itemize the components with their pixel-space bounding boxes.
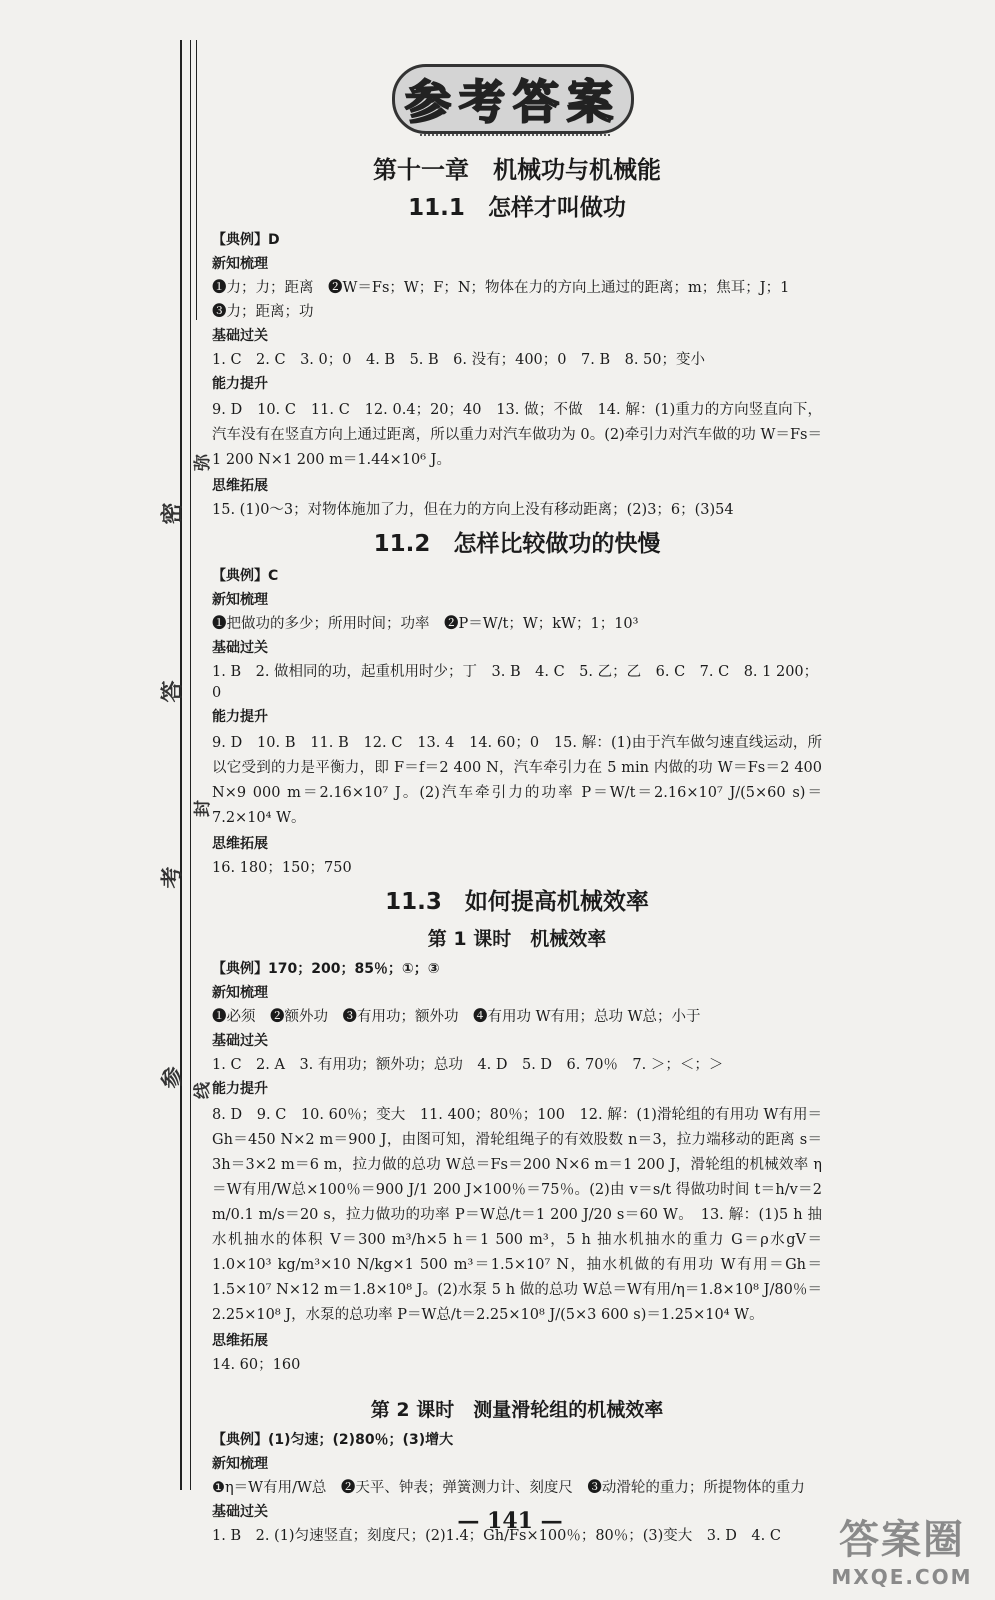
watermark-text: 答案圈: [839, 1517, 965, 1563]
heading-jichu: 基础过关: [212, 1033, 268, 1049]
answer-line: 1. B 2. 做相同的功，起重机用时少；丁 3. B 4. C 5. 乙；乙 6. C 7. C 8. 1 200；0: [212, 664, 819, 701]
answer-line: 1. B 2. (1)匀速竖直；刻度尺；(2)1.4；Gh/Fs×100％；80％；(3)变大 3. D 4. C: [212, 1528, 781, 1544]
heading-nengli: 能力提升: [212, 376, 268, 392]
chapter-title: 第十一章 机械功与机械能: [373, 156, 661, 184]
section-title: 11.1 怎样才叫做功: [408, 195, 626, 221]
binding-line-inner-2: [196, 40, 197, 320]
section-title: 11.3 如何提高机械效率: [385, 889, 649, 915]
binding-line-inner: [190, 40, 191, 1490]
heading-siwei: 思维拓展: [212, 478, 268, 494]
example-answer: 【典例】D: [212, 232, 280, 248]
heading-nengli: 能力提升: [212, 1081, 268, 1097]
heading-xinzhi: 新知梳理: [212, 1456, 268, 1472]
binding-char: 考: [159, 866, 186, 889]
answer-line: ❸力；距离；功: [212, 304, 314, 320]
answer-line: ❶把做功的多少；所用时间；功率 ❷P＝W/t；W；kW；1；10³: [212, 616, 639, 632]
heading-xinzhi: 新知梳理: [212, 985, 268, 1001]
heading-xinzhi: 新知梳理: [212, 256, 268, 272]
answer-line: ❶力；力；距离 ❷W＝Fs；W；F；N；物体在力的方向上通过的距离；m；焦耳；J；1: [212, 280, 790, 296]
binding-char: 密: [159, 502, 186, 525]
title-banner: [392, 64, 634, 134]
heading-xinzhi: 新知梳理: [212, 592, 268, 608]
answer-content: [212, 142, 822, 1550]
binding-char: 弥: [193, 454, 213, 471]
heading-siwei: 思维拓展: [212, 836, 268, 852]
lesson-title: 第 2 课时 测量滑轮组的机械效率: [370, 1399, 664, 1421]
watermark-logo: [822, 1508, 982, 1594]
binding-char: 线: [193, 1082, 213, 1099]
answer-line: 15. (1)0～3；对物体施加了力，但在力的方向上没有移动距离；(2)3；6；(3)54: [212, 502, 734, 518]
answer-line: ❶必须 ❷额外功 ❸有用功；额外功 ❹有用功 W有用；总功 W总；小于: [212, 1009, 701, 1025]
heading-jichu: 基础过关: [212, 640, 268, 656]
answer-line: 1. C 2. C 3. 0；0 4. B 5. B 6. 没有；400；0 7. B 8. 50；变小: [212, 352, 706, 368]
lesson-title: 第 1 课时 机械效率: [427, 928, 607, 950]
answer-paragraph: 8. D 9. C 10. 60％；变大 11. 400；80％；100 12. 解：(1)滑轮组的有用功 W有用＝Gh＝450 N×2 m＝900 J，由图可知，滑轮组绳子的有效股数 n＝3，拉力端移动的距离 s＝3h＝3×2 m＝6 m，拉力做的总功 W总＝Fs＝200 N×6 m＝1 200 J，滑轮组的机械效率 η＝W有用/W总×100％＝900 J/1 200 J×100％＝75％。(2)由 v＝s/t 得做功时间 t＝h/v＝2 m/0.1 m/s＝20 s，拉力做功的功率 P＝W总/t＝1 200 J/20 s＝60 W。 13. 解：(1)5 h 抽水机抽水的体积 V＝300 m³/h×5 h＝1 500 m³，5 h 抽水机抽水的重力 G＝ρ水gV＝1.0×10³ kg/m³×10 N/kg×1 500 m³＝1.5×10⁷ N，抽水机做的有用功 W有用＝Gh＝1.5×10⁷ N×12 m＝1.8×10⁸ J。(2)水泵 5 h 做的总功 W总＝W有用/η＝1.8×10⁸ J/80％＝2.25×10⁸ J，水泵的总功率 P＝W总/t＝2.25×10⁸ J/(5×3 600 s)＝1.25×10⁴ W。: [212, 1107, 822, 1323]
heading-jichu: 基础过关: [212, 328, 268, 344]
binding-char: 封: [193, 800, 213, 817]
answer-line: 1. C 2. A 3. 有用功；额外功；总功 4. D 5. D 6. 70％ 7. ＞；＜；＞: [212, 1057, 724, 1073]
answer-line: 14. 60；160: [212, 1357, 301, 1373]
heading-jichu: 基础过关: [212, 1504, 268, 1520]
banner-title: 参考答案: [405, 75, 621, 129]
heading-siwei: 思维拓展: [212, 1333, 268, 1349]
answer-line: 16. 180；150；750: [212, 860, 352, 876]
answer-line: ❶η＝W有用/W总 ❷天平、钟表；弹簧测力计、刻度尺 ❸动滑轮的重力；所提物体的重力: [212, 1480, 805, 1496]
answer-paragraph: 9. D 10. B 11. B 12. C 13. 4 14. 60；0 15. 解：(1)由于汽车做匀速直线运动，所以它受到的力是平衡力，即 F＝f＝2 400 N，汽车牵引力在 5 min 内做的功 W＝Fs＝2 400 N×9 000 m＝2.16×10⁷ J。(2)汽车牵引力的功率 P＝W/t＝2.16×10⁷ J/(5×60 s)＝7.2×10⁴ W。: [212, 735, 822, 826]
example-answer: 【典例】(1)匀速；(2)80％；(3)增大: [212, 1432, 454, 1448]
binding-char: 参: [159, 1066, 186, 1089]
example-answer: 【典例】C: [212, 568, 279, 584]
page-number: — 141 —: [457, 1508, 563, 1534]
section-title: 11.2 怎样比较做功的快慢: [373, 531, 661, 557]
binding-char: 答: [159, 680, 186, 703]
heading-nengli: 能力提升: [212, 709, 268, 725]
binding-line-outer: [180, 40, 182, 1490]
answer-paragraph: 9. D 10. C 11. C 12. 0.4；20；40 13. 做；不做 14. 解：(1)重力的方向竖直向下，汽车没有在竖直方向上通过距离，所以重力对汽车做功为 0。(2)牵引力对汽车做的功 W＝Fs＝1 200 N×1 200 m＝1.44×10⁶ J。: [212, 402, 822, 468]
banner-underline: [420, 134, 610, 141]
watermark-url: MXQE.COM: [831, 1565, 973, 1589]
example-answer: 【典例】170；200；85％；①；③: [212, 961, 440, 977]
